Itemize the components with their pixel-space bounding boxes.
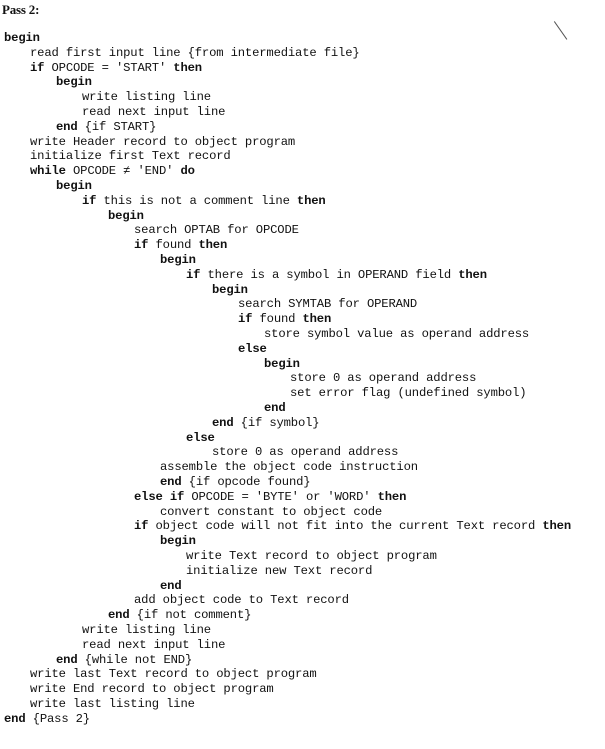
code-text: store 0 as operand address <box>212 445 399 460</box>
keyword: begin <box>56 75 92 90</box>
code-text: add object code to Text record <box>134 593 349 608</box>
code-text: write Header record to object program <box>30 134 296 149</box>
code-text: initialize new Text record <box>186 563 373 578</box>
keyword: then <box>296 193 326 208</box>
code-line <box>30 149 231 163</box>
keyword: if <box>238 312 253 327</box>
code-text: store symbol value as operand address <box>264 327 530 341</box>
code-line <box>108 608 251 622</box>
code-text: object code will not fit into the current Text record <box>148 519 543 534</box>
code-text: read next input line <box>82 105 226 119</box>
keyword: if <box>30 60 45 75</box>
keyword: begin <box>108 208 144 223</box>
code-text: {while not END} <box>77 652 193 667</box>
code-line <box>160 505 382 519</box>
code-line <box>186 564 372 578</box>
code-line <box>30 697 195 711</box>
code-line <box>290 386 526 400</box>
keyword: else <box>186 430 215 445</box>
code-text: there is a symbol in OPERAND field <box>200 267 459 282</box>
code-line <box>30 61 202 75</box>
code-line <box>30 46 360 60</box>
code-text: search SYMTAB for OPERAND <box>238 297 418 312</box>
code-line <box>212 283 248 297</box>
code-text: {if symbol} <box>233 415 320 430</box>
code-line <box>186 431 215 445</box>
code-text: write listing line <box>82 623 211 637</box>
code-line <box>134 490 406 504</box>
code-line <box>56 179 92 193</box>
code-text: convert constant to object code <box>160 504 383 519</box>
code-text: write Text record to object program <box>186 549 437 563</box>
code-text: {Pass 2} <box>25 711 90 726</box>
code-line <box>160 460 418 474</box>
code-line <box>82 623 211 637</box>
code-line <box>82 90 211 104</box>
code-text: write End record to object program <box>30 682 274 697</box>
keyword: while <box>30 164 66 179</box>
keyword: if <box>82 193 97 208</box>
code-text: OPCODE = 'START' <box>44 60 174 75</box>
keyword: if <box>134 238 149 253</box>
keyword: begin <box>212 282 248 297</box>
keyword: end <box>212 415 234 430</box>
code-line <box>160 475 310 489</box>
code-line <box>264 357 300 371</box>
keyword: begin <box>56 179 92 193</box>
code-text: {if opcode found} <box>181 475 311 489</box>
code-text: this is not a comment line <box>96 193 297 208</box>
code-text: write last Text record to object program <box>30 667 317 682</box>
code-line <box>186 268 487 282</box>
keyword: if <box>134 519 149 534</box>
keyword: then <box>302 312 332 327</box>
code-line <box>160 534 196 548</box>
code-line <box>238 297 417 311</box>
keyword: then <box>198 238 228 253</box>
code-line <box>212 416 319 430</box>
keyword: end <box>4 711 26 726</box>
code-text: assemble the object code instruction <box>160 460 418 475</box>
keyword: begin <box>160 253 196 267</box>
code-line <box>212 445 398 459</box>
keyword: if <box>186 267 201 282</box>
code-line <box>82 638 225 652</box>
code-line <box>290 371 476 385</box>
code-line <box>56 75 92 89</box>
code-line <box>134 223 299 237</box>
code-text: found <box>148 238 199 253</box>
code-line <box>56 653 192 667</box>
code-line <box>4 31 40 45</box>
code-text: search OPTAB for OPCODE <box>134 223 299 238</box>
keyword: end <box>160 475 182 489</box>
page-title: Pass 2: <box>2 2 40 17</box>
code-line <box>238 312 331 326</box>
keyword: else <box>238 341 267 356</box>
keyword: begin <box>160 534 196 549</box>
code-text: set error flag (undefined symbol) <box>290 386 527 401</box>
pen-mark <box>554 14 577 39</box>
code-line <box>186 549 437 563</box>
keyword: end <box>56 119 78 134</box>
code-line <box>160 253 196 267</box>
keyword: then <box>173 60 202 75</box>
code-line <box>4 712 90 726</box>
code-text: found <box>252 312 303 327</box>
code-text: OPCODE ≠ 'END' <box>65 164 181 179</box>
code-line <box>56 120 156 134</box>
keyword: begin <box>264 356 300 371</box>
code-line <box>30 667 317 681</box>
code-text: write last listing line <box>30 697 195 711</box>
keyword: end <box>160 578 182 593</box>
keyword: then <box>458 267 487 282</box>
code-text: write listing line <box>82 90 211 105</box>
code-text: read first input line {from intermediate file} <box>30 45 360 60</box>
code-text: read next input line <box>82 637 226 652</box>
code-line <box>82 194 326 208</box>
keyword: then <box>542 519 571 534</box>
code-line <box>30 135 295 149</box>
code-line <box>160 579 182 593</box>
code-line <box>30 164 195 178</box>
code-line <box>134 238 227 252</box>
code-line <box>82 105 225 119</box>
code-line <box>238 342 267 356</box>
code-line <box>264 327 529 341</box>
keyword: else if <box>134 489 185 504</box>
keyword: then <box>377 489 407 504</box>
code-text: store 0 as operand address <box>290 371 477 386</box>
code-line <box>30 682 274 696</box>
code-text: {if not comment} <box>129 608 252 623</box>
code-text: initialize first Text record <box>30 149 231 164</box>
keyword: end <box>108 608 130 623</box>
code-line <box>134 519 571 533</box>
code-line <box>264 401 286 415</box>
code-text: {if START} <box>77 119 157 134</box>
keyword: end <box>56 652 78 667</box>
code-line <box>134 593 349 607</box>
code-line <box>108 209 144 223</box>
keyword: end <box>264 401 286 415</box>
code-text: OPCODE = 'BYTE' or 'WORD' <box>184 489 378 504</box>
keyword: begin <box>4 31 40 45</box>
keyword: do <box>180 164 195 179</box>
